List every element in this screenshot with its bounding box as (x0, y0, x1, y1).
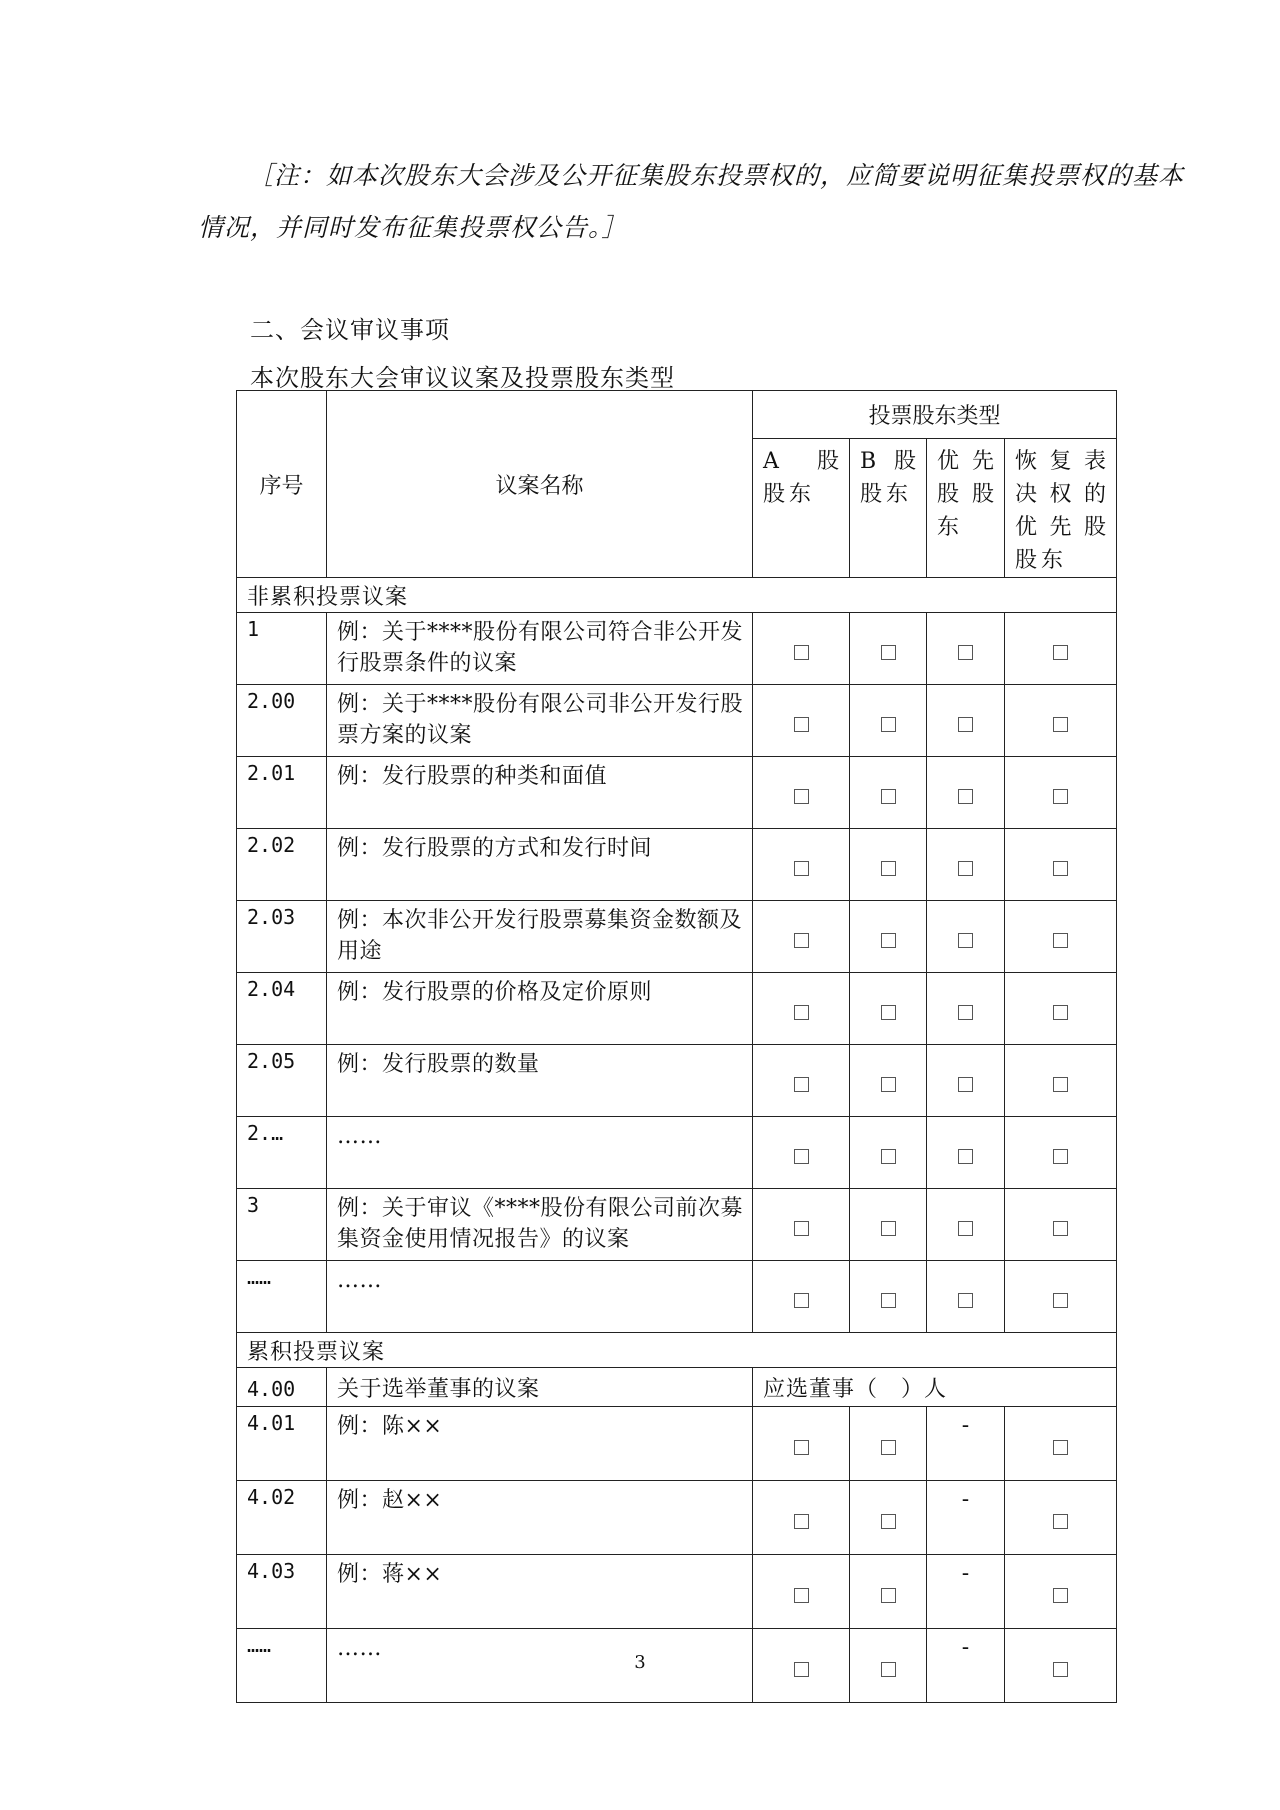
a-share-checkbox[interactable] (794, 645, 809, 660)
preferred-checkbox-cell (927, 1117, 1005, 1189)
row-number: 4.03 (237, 1555, 327, 1629)
a-share-checkbox-cell (753, 1189, 850, 1261)
row-number: 4.02 (237, 1481, 327, 1555)
note-paragraph: ［注：如本次股东大会涉及公开征集股东投票权的，应简要说明征集投票权的基本情况，并同时发布征集投票权公告。］ (198, 161, 1185, 242)
a-share-checkbox[interactable] (794, 1005, 809, 1020)
row-number: 2.02 (237, 829, 327, 901)
b-share-checkbox[interactable] (881, 933, 896, 948)
row-number: 2.… (237, 1117, 327, 1189)
restored-preferred-checkbox-cell (1005, 973, 1117, 1045)
row-number: 2.05 (237, 1045, 327, 1117)
a-share-checkbox-cell (753, 973, 850, 1045)
a-share-checkbox[interactable] (794, 717, 809, 732)
a-share-checkbox-cell (753, 1481, 850, 1555)
proposal-name: 例：发行股票的种类和面值 (327, 757, 753, 829)
restored-preferred-checkbox[interactable] (1053, 861, 1068, 876)
proposal-name: 例：发行股票的价格及定价原则 (327, 973, 753, 1045)
preferred-checkbox-cell (927, 1045, 1005, 1117)
restored-preferred-checkbox-cell (1005, 613, 1117, 685)
a-share-checkbox[interactable] (794, 1221, 809, 1236)
preferred-checkbox[interactable] (958, 1293, 973, 1308)
table-row (237, 1368, 1117, 1407)
restored-preferred-checkbox[interactable] (1053, 1588, 1068, 1603)
a-share-checkbox-cell (753, 1117, 850, 1189)
cumulative-label: 累积投票议案 (237, 1333, 1117, 1368)
b-share-checkbox[interactable] (881, 1293, 896, 1308)
preferred-checkbox[interactable] (958, 645, 973, 660)
restored-preferred-checkbox[interactable] (1053, 1149, 1068, 1164)
table-row (237, 973, 1117, 1045)
row-number: 3 (237, 1189, 327, 1261)
restored-preferred-checkbox[interactable] (1053, 933, 1068, 948)
header-name: 议案名称 (327, 391, 753, 578)
preferred-checkbox[interactable] (958, 1005, 973, 1020)
preferred-not-applicable: - (927, 1629, 1005, 1703)
a-share-checkbox-cell (753, 1261, 850, 1333)
a-share-checkbox-cell (753, 1407, 850, 1481)
row-number: 2.01 (237, 757, 327, 829)
a-share-checkbox[interactable] (794, 1293, 809, 1308)
table-row (237, 829, 1117, 901)
b-share-checkbox[interactable] (881, 717, 896, 732)
restored-preferred-checkbox[interactable] (1053, 1221, 1068, 1236)
a-share-checkbox[interactable] (794, 861, 809, 876)
b-share-checkbox[interactable] (881, 1077, 896, 1092)
row-number: 4.01 (237, 1407, 327, 1481)
b-share-checkbox-cell (850, 829, 927, 901)
b-share-checkbox-cell (850, 757, 927, 829)
row-number: 4.00 (237, 1368, 327, 1407)
preferred-not-applicable: - (927, 1555, 1005, 1629)
restored-preferred-checkbox[interactable] (1053, 1514, 1068, 1529)
preferred-checkbox[interactable] (958, 1149, 973, 1164)
table-row (237, 1189, 1117, 1261)
restored-preferred-checkbox[interactable] (1053, 645, 1068, 660)
b-share-checkbox-cell (850, 685, 927, 757)
table-row (237, 1117, 1117, 1189)
a-share-checkbox[interactable] (794, 1514, 809, 1529)
proposal-name: 例：发行股票的方式和发行时间 (327, 829, 753, 901)
a-share-checkbox-cell (753, 901, 850, 973)
row-number: 2.00 (237, 685, 327, 757)
table-row (237, 757, 1117, 829)
proposal-name: 例：关于审议《****股份有限公司前次募集资金使用情况报告》的议案 (327, 1189, 753, 1261)
a-share-checkbox[interactable] (794, 1440, 809, 1455)
preferred-checkbox-cell (927, 685, 1005, 757)
a-share-checkbox[interactable] (794, 789, 809, 804)
a-share-checkbox-cell (753, 829, 850, 901)
section-title: 二、会议审议事项 (250, 316, 450, 344)
table-row (237, 1407, 1117, 1481)
preferred-not-applicable: - (927, 1481, 1005, 1555)
preferred-checkbox-cell (927, 901, 1005, 973)
b-share-checkbox[interactable] (881, 861, 896, 876)
a-share-checkbox-cell (753, 757, 850, 829)
a-share-checkbox-cell (753, 1045, 850, 1117)
proposal-name: …… (327, 1261, 753, 1333)
preferred-checkbox[interactable] (958, 1077, 973, 1092)
restored-preferred-checkbox-cell (1005, 1555, 1117, 1629)
restored-preferred-checkbox-cell (1005, 901, 1117, 973)
row-number: 1 (237, 613, 327, 685)
preferred-checkbox[interactable] (958, 789, 973, 804)
b-share-checkbox-cell (850, 901, 927, 973)
preferred-checkbox-cell (927, 757, 1005, 829)
b-share-checkbox[interactable] (881, 1440, 896, 1455)
b-share-checkbox-cell (850, 973, 927, 1045)
restored-preferred-checkbox-cell (1005, 829, 1117, 901)
preferred-checkbox-cell (927, 1189, 1005, 1261)
b-share-checkbox-cell (850, 613, 927, 685)
table-row (237, 1555, 1117, 1629)
restored-preferred-checkbox[interactable] (1053, 1293, 1068, 1308)
b-share-checkbox-cell (850, 1481, 927, 1555)
row-number: 2.04 (237, 973, 327, 1045)
b-share-checkbox[interactable] (881, 789, 896, 804)
b-share-checkbox[interactable] (881, 1514, 896, 1529)
a-share-checkbox-cell (753, 613, 850, 685)
table-row (237, 1481, 1117, 1555)
b-share-checkbox-cell (850, 1555, 927, 1629)
restored-preferred-checkbox-cell (1005, 685, 1117, 757)
table-row (237, 613, 1117, 685)
table-row (237, 685, 1117, 757)
b-share-checkbox[interactable] (881, 1221, 896, 1236)
header-a-share: A 股股东 (753, 439, 850, 578)
b-share-checkbox-cell (850, 1261, 927, 1333)
restored-preferred-checkbox[interactable] (1053, 1005, 1068, 1020)
b-share-checkbox-cell (850, 1045, 927, 1117)
a-share-checkbox-cell (753, 685, 850, 757)
row-number: 2.03 (237, 901, 327, 973)
preferred-checkbox-cell (927, 829, 1005, 901)
header-restored-preferred: 恢复表决权的优先股股东 (1005, 439, 1117, 578)
proposal-name: …… (327, 1117, 753, 1189)
b-share-checkbox[interactable] (881, 645, 896, 660)
b-share-checkbox-cell (850, 1407, 927, 1481)
preferred-checkbox[interactable] (958, 861, 973, 876)
table-caption: 本次股东大会审议议案及投票股东类型 (250, 364, 675, 392)
restored-preferred-checkbox[interactable] (1053, 789, 1068, 804)
restored-preferred-checkbox-cell (1005, 1045, 1117, 1117)
preferred-not-applicable: - (927, 1407, 1005, 1481)
a-share-checkbox[interactable] (794, 1149, 809, 1164)
header-preferred: 优先股股东 (927, 439, 1005, 578)
proposal-name: 关于选举董事的议案 (327, 1368, 753, 1407)
preferred-checkbox-cell (927, 973, 1005, 1045)
table-row (237, 1261, 1117, 1333)
restored-preferred-checkbox-cell (1005, 757, 1117, 829)
candidate-name: 例：赵×× (327, 1481, 753, 1555)
a-share-checkbox-cell (753, 1555, 850, 1629)
b-share-checkbox[interactable] (881, 1149, 896, 1164)
preferred-checkbox[interactable] (958, 1221, 973, 1236)
candidate-name: 例：陈×× (327, 1407, 753, 1481)
restored-preferred-checkbox[interactable] (1053, 1440, 1068, 1455)
candidate-name: 例：蒋×× (327, 1555, 753, 1629)
noncumulative-label: 非累积投票议案 (237, 578, 1117, 613)
a-share-checkbox[interactable] (794, 1588, 809, 1603)
proposal-name: 例：关于****股份有限公司非公开发行股票方案的议案 (327, 685, 753, 757)
candidate-name: …… (327, 1629, 753, 1703)
proposal-table (236, 390, 1117, 1703)
row-number: …… (237, 1629, 327, 1703)
b-share-checkbox[interactable] (881, 1588, 896, 1603)
b-share-checkbox-cell (850, 1117, 927, 1189)
restored-preferred-checkbox[interactable] (1053, 717, 1068, 732)
header-voter-type: 投票股东类型 (753, 391, 1117, 439)
restored-preferred-checkbox[interactable] (1053, 1077, 1068, 1092)
header-seq: 序号 (237, 391, 327, 578)
table-row (237, 1045, 1117, 1117)
b-share-checkbox-cell (850, 1189, 927, 1261)
a-share-checkbox[interactable] (794, 1077, 809, 1092)
restored-preferred-checkbox-cell (1005, 1407, 1117, 1481)
preferred-checkbox[interactable] (958, 933, 973, 948)
row-number: …… (237, 1261, 327, 1333)
proposal-name: 例：发行股票的数量 (327, 1045, 753, 1117)
table-row (237, 901, 1117, 973)
restored-preferred-checkbox-cell (1005, 1117, 1117, 1189)
restored-preferred-checkbox-cell (1005, 1481, 1117, 1555)
preferred-checkbox-cell (927, 1261, 1005, 1333)
page-number: 3 (634, 1652, 646, 1673)
header-b-share: B 股股东 (850, 439, 927, 578)
proposal-name: 例：关于****股份有限公司符合非公开发行股票条件的议案 (327, 613, 753, 685)
preferred-checkbox[interactable] (958, 717, 973, 732)
preferred-checkbox-cell (927, 613, 1005, 685)
a-share-checkbox[interactable] (794, 933, 809, 948)
restored-preferred-checkbox-cell (1005, 1261, 1117, 1333)
b-share-checkbox[interactable] (881, 1005, 896, 1020)
elect-count: 应选董事（ ）人 (753, 1368, 1117, 1407)
proposal-name: 例：本次非公开发行股票募集资金数额及用途 (327, 901, 753, 973)
restored-preferred-checkbox-cell (1005, 1189, 1117, 1261)
